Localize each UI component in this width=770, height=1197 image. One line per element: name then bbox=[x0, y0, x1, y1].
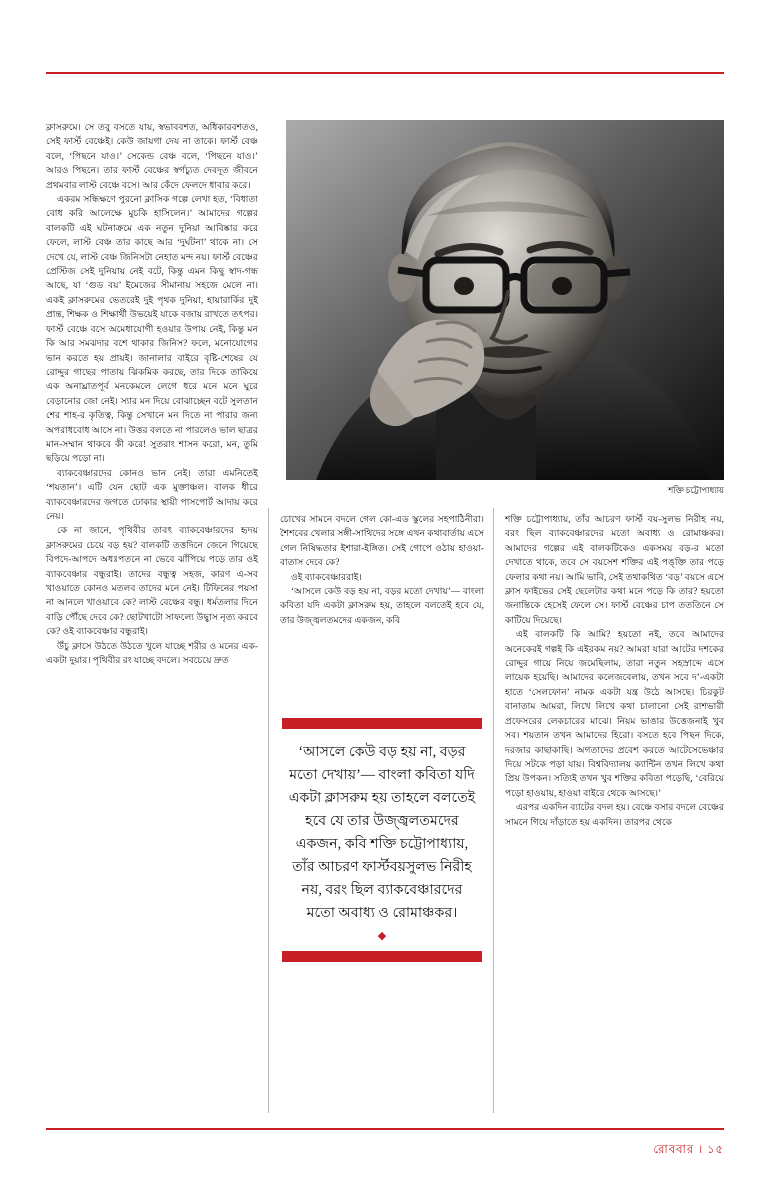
pull-quote-bottom-bar bbox=[282, 951, 482, 962]
pull-quote-text: ‘আসলে কেউ বড় হয় না, বড়র মতো দেখায়’— বাংলা কবিতা যদি একটা ক্লাসরুম হয় তাহলে বলতেই হবে যে তার উজ্জ্বলতমদের একজন, কবি শক্তি চট্টোপাধ্যায়, তাঁর আচরণ ফার্স্টবয়সুলভ নিরীহ নয়, বরং ছিল ব্যাকবেঞ্চারদের মতো অবাধ্য ও রোমাঞ্চকর। bbox=[288, 744, 476, 921]
paragraph: ব্যাকবেঞ্চারদের কোনও ভান নেই। তারা এমনিতেই ‘শয়তান’। এটি যেন ছোট এক মুক্তাঞ্চল। বালক ধীরে ব্যাকবেঞ্চারদের জগতে ঢোকার স্থায়ী পাসপোর্ট আদায় করে নেয়। bbox=[46, 467, 258, 521]
paragraph: এই বালকটি কি আমি? হয়তো নই, তবে আমাদের অনেকেরই গল্পই কি এইরকম নয়? আমরা যারা আটের দশকের রোদ্দুর গায়ে নিয়ে জমেছিলাম, তারা নতুন সহস্রাব্দে এসে লায়েক হয়েছি। আমাদের কলেজবেলায়, তখন সবে দ’-একটা হাতে ‘সেলফোন’ নামক একটা যন্ত্র উঠে আসছে। চিরকুট বানাতাম আমরা, লিখে লিখে কথা চালানো সেই রাশভারী প্রফেসরের লেকচারের মাঝে। নিয়ম ভাঙার উত্তেজনাই খুব সব। শয়তান তখন আমাদের হিরো। বসতে হবে পিছন দিকে, দরজার কাছাকাছি। অগতাদের প্রবেশ করতে আটেসেভেঞ্চার দিয়ে সটকে পড়া যায়। বিশ্ববিদ্যালয় ক্যান্টিন তখন লিখে কথা প্রিয় উপকন। সত্যিই তখন খুব শক্তির কবিতা পড়েছি, ‘বেরিয়ে পড়ো হাওয়ায়, হাওয়া বাইরে থেকে আসছে।’ bbox=[505, 629, 724, 798]
paragraph: কে না জানে, পৃথিবীর তাবৎ ব্যাকবেঞ্চারদের হৃদয় ক্লাসরুমের চেয়ে বড় হয়? বালকটি তত্তদিনে জেনে গিয়েছে বিপদে-আপদে অধঃপতনে না ভেবে ঝাঁপিয়ে পড়ে তার ওই ব্যাকবেঞ্চার বন্ধুরাই। তাদের বন্ধুত্ব সহজ, কারণ এ-সব খাওয়াতে কোনও মতলব তাদের মনে নেই। টিফিনের পয়সা না আনলে খাওয়াবে কে? লাস্ট বেঞ্চের বন্ধু। ধর্মতলার দিনে বাড়ি পৌঁছে দেবে কে? ছোটখাটো সাফল্যে উছ্বাস নৃত্য করবে কে? ওই ব্যাকবেঞ্চার বন্ধুরাই। bbox=[46, 525, 258, 637]
pull-quote bbox=[282, 718, 482, 962]
paragraph: উঁচু ক্লাসে উঠতে উঠতে খুলে যাচ্ছে শরীর ও মনের এক-একটা দুয়ার। পৃথিবীর রং যাচ্ছে বদলে। সবচেয়ে দ্রুত bbox=[46, 640, 258, 666]
article-column-1 bbox=[46, 120, 258, 667]
column-separator-2 bbox=[493, 508, 494, 1113]
page-footer: রোববার । ১৫ bbox=[653, 1144, 724, 1156]
top-rule bbox=[46, 72, 724, 74]
bottom-rule bbox=[46, 1128, 724, 1130]
column-separator-1 bbox=[268, 508, 269, 1113]
paragraph: ক্লাসরুমে। সে তবু বসতে যায়, স্বভাববশত, অধিকারবশতও, সেই ফার্স্ট বেঞ্চেই। কেউ জায়গা দেয না তাকে। ফার্স্ট বেঞ্চ বলে, ‘পিছনে যাও।’ সেকেন্ড বেঞ্চ বলে, ‘পিছনে যাও।’ আরও পিছনে। তার ফার্স্ট বেঞ্চের স্বর্গচ্যুত দেবদূত জীবনে প্রথমবার লাস্ট বেঞ্চে বসে। আর কেঁদে ফেলদে ধাবার করে। bbox=[46, 122, 258, 190]
paragraph: শক্তি চট্টোপাধ্যায়, তাঁর আচরণ ফার্স্ট বয়-সুলভ নিরীহ নয়, বরং ছিল ব্যাকবেঞ্চারদের মতো অবাধ্য ও রোমাঞ্চকর। আমাদের গল্পের এই বালকটিকেও একসময় বড়-র মতো দেখাতে থাকে, তবে সে বয়সেশ শক্তির এই পঙ্‌ক্তি তার পড়ে ফেলার কথা নয়। আমি ভাবি, সেই তথাকথিত ‘বড়’ বয়সে এসে ক্লাস ফাইভের সেই ছেলেটার কথা মনে পড়ে কি তার? হয়তো জনান্তিকে হেসেই ফেলে সে। ফার্স্ট বেঞ্চের চাপ তততিনে সে কাটিয়ে দিয়েছে। bbox=[505, 514, 724, 625]
paragraph: ‘আসলে কেউ বড় হয় না, বড়র মতো দেখায়’— বাংলা কবিতা যদি একটা ক্লাসরুম হয়, তাহলে বলতেই হবে যে, তার উজ্জ্বলতমদের একজন, কবি bbox=[280, 586, 484, 625]
paragraph: চোখের সামনে বদলে গেল কো-এড স্কুলের সহপাঠিনীরা। শৈশবের খেলার সঙ্গী-সাথিদের সঙ্গে এখন কথাবার্তায় এসে গেল নিষিদ্ধতার ইশারা-ইঙ্গিত। সেই গোপে ওঠায় হাওয়া-বাতাস দেবে কে? bbox=[280, 514, 484, 568]
diamond-icon: ◆ bbox=[377, 930, 387, 942]
paragraph: এরপর একদিন ব্যাটের বদল হয়। বেঞ্চে বসার বদলে বেঞ্চের সামনে গিয়ে দাঁড়াতে হয় একদিন। তারপর থেকে bbox=[505, 802, 724, 827]
photo-caption: শক্তি চট্টোপাধ্যায় bbox=[668, 486, 724, 495]
paragraph: ওই ব্যাকবেঞ্চাররাই। bbox=[291, 571, 362, 582]
article-column-2 bbox=[280, 512, 484, 627]
paragraph: একরম সন্ধিক্ষণে পুরনো ক্লাসিক গল্পে লেখা হত, ‘বিধাতা বোধ করি আলেক্ষে মুচকি হাসিলেন।’ আমাদের গল্পের বালকটি এই ঘটনাক্রমে এক নতুন দুনিয়া আবিষ্কার করে ফেলে, লাস্ট বেঞ্চ তার কাছে আর ‘দুর্ঘটনা’ থাকে না। সে দেখে যে, লাস্ট বেঞ্চ জিনিসটা নেহাত মন্দ নয়। ফার্স্ট বেঞ্চের প্রেস্টিজ সেই দুনিয়ায় নেই বটে, কিন্তু এমন কিছু স্বাদ-গন্ধ আছে, যা ‘গুড বয়’ ইমেজের সীমানায় সহজে মেলে না। একই ক্লাসরুমের ভেতরেই দুই পৃথক দুনিয়া, হায়ারার্কির দুই প্রান্ত, শিক্ষক ও শিক্ষার্থী উভয়েই যাকে বজায় রাখতে তৎপর। ফার্স্ট বেঞ্চে বসে অমেধাযোগী হওয়ার উপায় নেই, কিন্তু মন কি আর সমঝদার বশে থাকার জিনিস? ফলে, মনোযোগের ভান করতে হয় প্রায়ই। জানালার বাইরে বৃষ্টি-শেষের যে রোদ্দুর গাছের পাতায় ঝিকমিক করছে, তার দিকে তাকিয়ে এক অনাঘ্রাতপূর্ব মনকেমলে লেগে ধরে মনে মনে ঘুরে বেড়ানোর জো নেই। স্যার মন দিয়ে বোঝাচ্ছেন বটে সুলতান শের শাহ-র কৃতিত্ব, কিন্তু সেখানে মন দিতে না পারার জন্য অপরাধবোধ আসে না। উত্তর বলতে না পারলেও ভাল ছাত্রর মান-সম্মান থাকবে কী করে! সুতরাং শাসন করো, মন, তুমি ছড়িয়ে পড়ো না। bbox=[46, 194, 258, 464]
pull-quote-top-bar bbox=[282, 718, 482, 729]
article-column-3 bbox=[505, 512, 724, 829]
portrait-photo bbox=[286, 120, 724, 480]
